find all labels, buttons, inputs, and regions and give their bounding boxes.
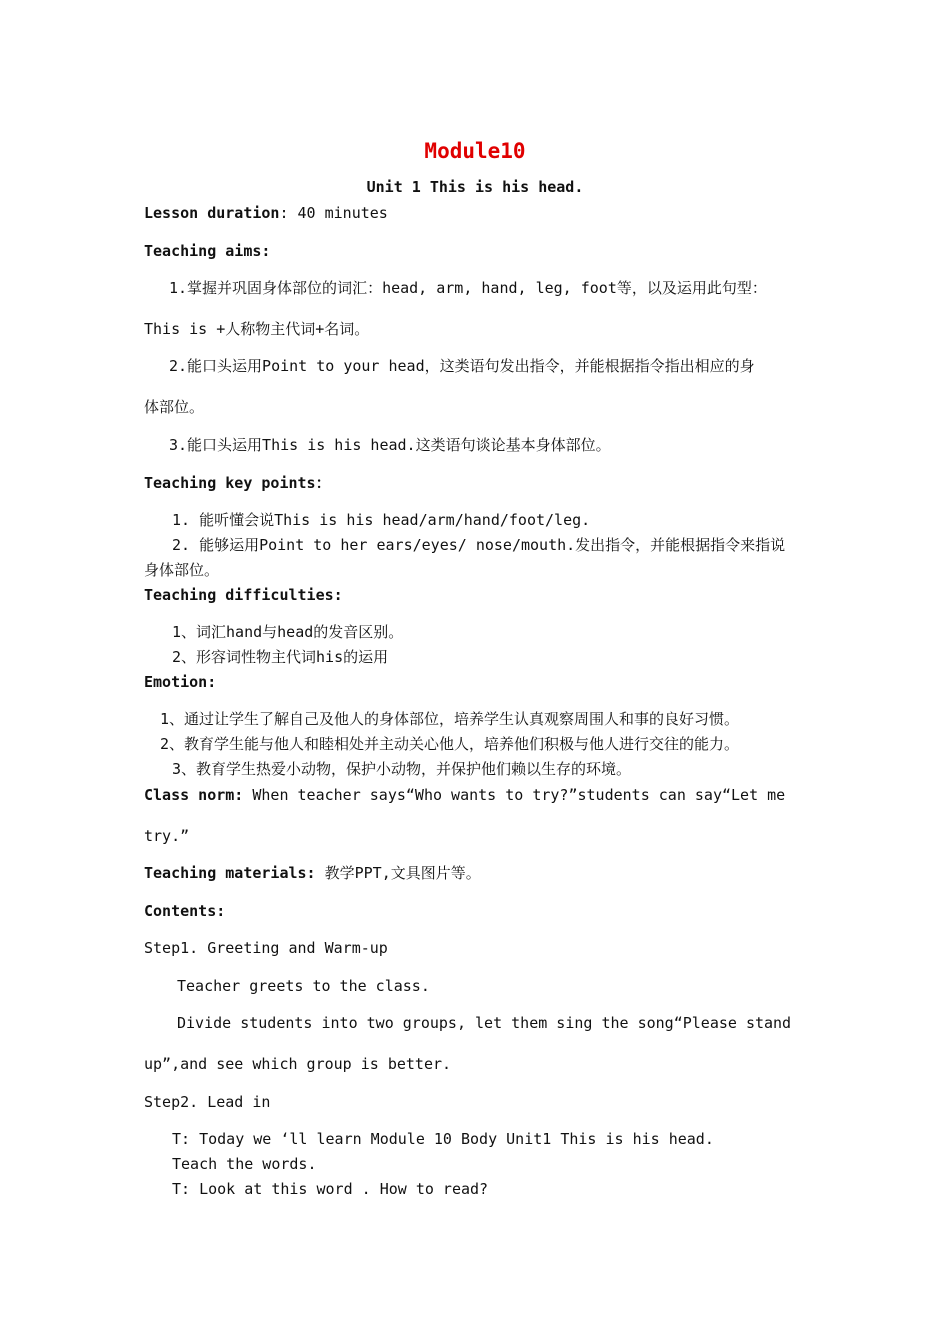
aim-line: 体部位。 xyxy=(144,398,205,416)
lesson-duration-value: : 40 minutes xyxy=(279,204,388,222)
step2-line: T: Today we ‘ll learn Module 10 Body Unit1 This is his head. xyxy=(172,1130,714,1148)
teaching-materials-label: Teaching materials: xyxy=(144,864,316,882)
emotion-line: 2、教育学生能与他人和睦相处并主动关心他人，培养他们积极与他人进行交往的能力。 xyxy=(160,735,740,753)
contents-heading: Contents: xyxy=(144,902,226,920)
difficulty-line: 1、词汇hand与head的发音区别。 xyxy=(172,623,404,641)
step1-title: Step1. Greeting and Warm-up xyxy=(144,939,388,957)
aim-line: 1.掌握并巩固身体部位的词汇：head, arm, hand, leg, foot等，以及运用此句型： xyxy=(169,279,767,297)
emotion-heading: Emotion: xyxy=(144,673,217,691)
aim-line: 3.能口头运用This is his head.这类语句谈论基本身体部位。 xyxy=(169,436,611,454)
key-point-line: 1. 能听懂会说This is his head/arm/hand/foot/leg. xyxy=(172,511,591,529)
step1-line: up”,and see which group is better. xyxy=(144,1055,452,1073)
step2-title: Step2. Lead in xyxy=(144,1093,271,1111)
key-points-heading: Teaching key points： xyxy=(144,474,331,492)
aim-line: 2.能口头运用Point to your head，这类语句发出指令，并能根据指令指出相应的身 xyxy=(169,357,755,375)
difficulty-line: 2、形容词性物主代词his的运用 xyxy=(172,648,389,666)
class-norm xyxy=(144,785,785,805)
class-norm-label: Class norm: xyxy=(144,786,244,804)
page-title: Module10 xyxy=(424,139,526,163)
emotion-line: 3、教育学生热爱小动物，保护小动物，并保护他们赖以生存的环境。 xyxy=(172,760,632,778)
step1-line: Divide students into two groups, let them sing the song“Please stand xyxy=(177,1014,792,1032)
emotion-line: 1、通过让学生了解自己及他人的身体部位，培养学生认真观察周围人和事的良好习惯。 xyxy=(160,710,740,728)
step2-line: Teach the words. xyxy=(172,1155,317,1173)
key-point-line: 身体部位。 xyxy=(144,561,220,579)
class-norm-text: When teacher says“Who wants to try?”students can say“Let me xyxy=(243,786,786,804)
step2-line: T: Look at this word . How to read? xyxy=(172,1180,489,1198)
lesson-duration-label: Lesson duration xyxy=(144,204,280,222)
teaching-materials-text: 教学PPT,文具图片等。 xyxy=(315,864,481,882)
teaching-materials xyxy=(144,863,481,883)
lesson-duration xyxy=(144,203,388,223)
step1-line: Teacher greets to the class. xyxy=(177,977,430,995)
teaching-aims-heading: Teaching aims: xyxy=(144,242,271,260)
unit-subtitle: Unit 1 This is his head. xyxy=(366,178,584,196)
class-norm-continuation: try.” xyxy=(144,827,190,845)
key-point-line: 2. 能够运用Point to her ears/eyes/ nose/mouth.发出指令，并能根据指令来指说 xyxy=(172,536,786,554)
difficulties-heading: Teaching difficulties: xyxy=(144,586,343,604)
aim-line: This is +人称物主代词+名词。 xyxy=(144,320,370,338)
